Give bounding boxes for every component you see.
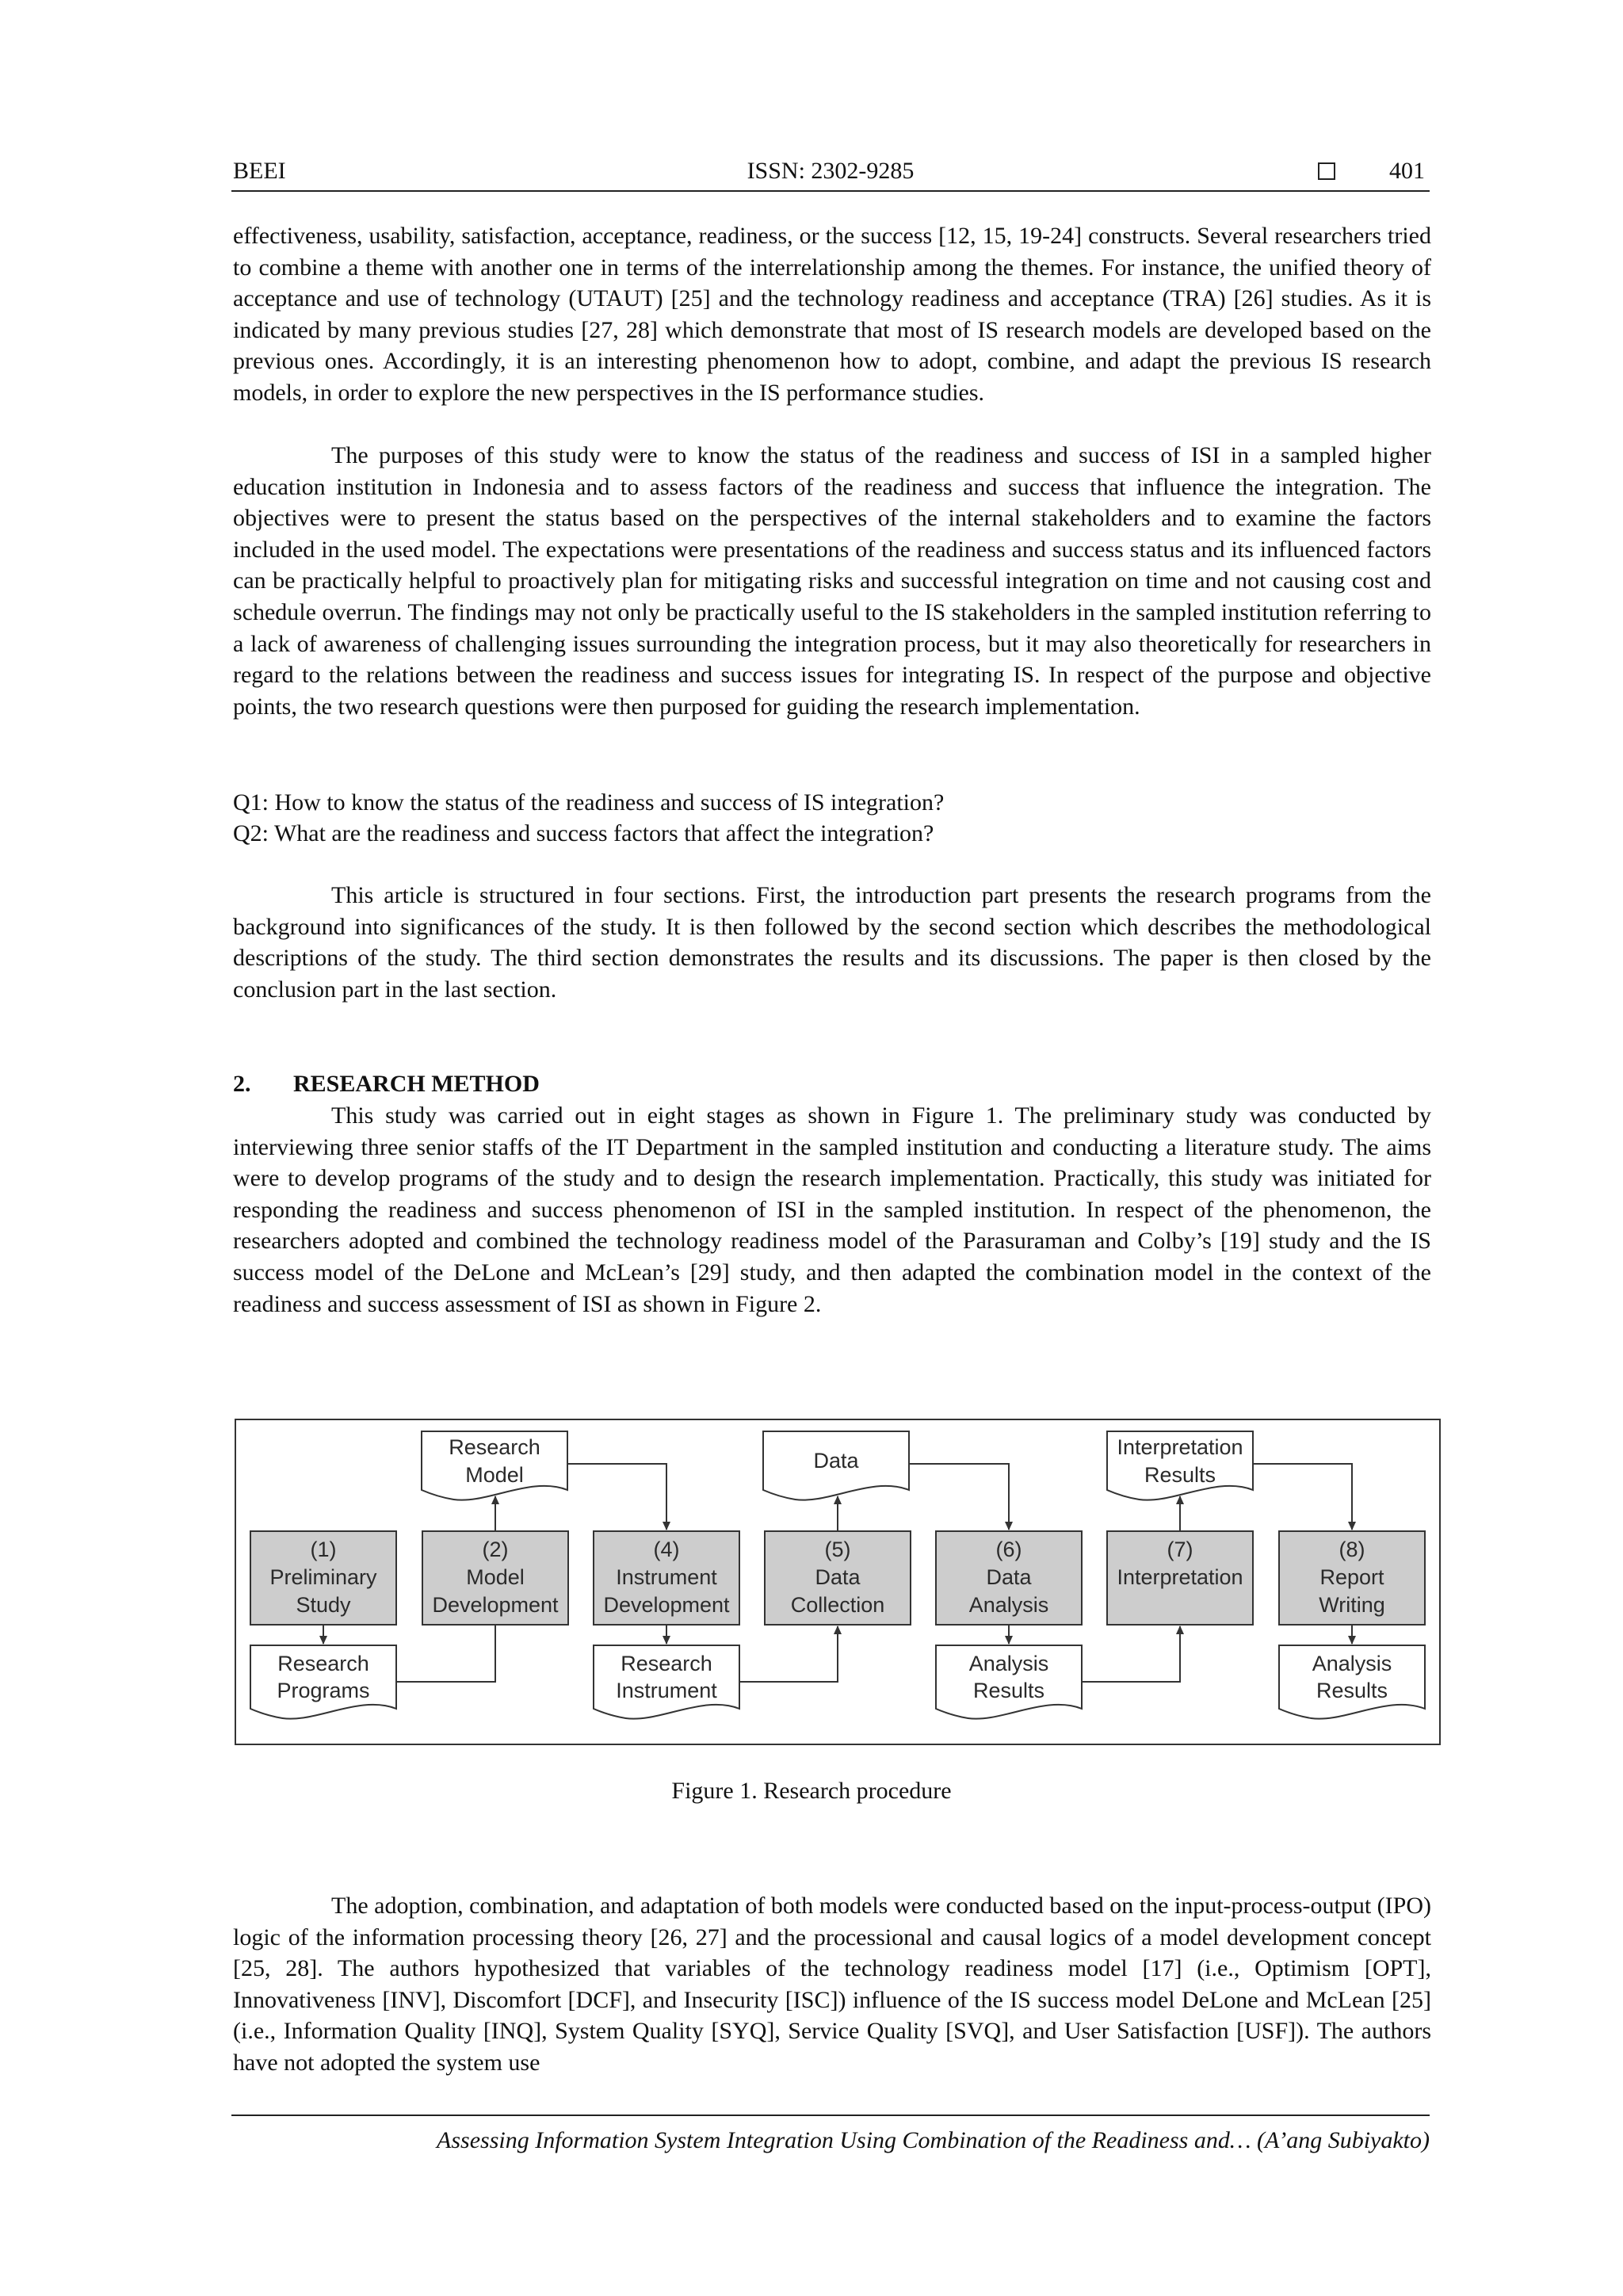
document-label: Instrument	[616, 1679, 717, 1702]
document-label: Research	[277, 1652, 369, 1675]
top-document-2	[763, 1431, 909, 1500]
figure-1-flowchart	[235, 1419, 1441, 1745]
top-document-3	[1107, 1431, 1253, 1500]
running-header	[231, 154, 1430, 192]
stage-label: Report	[1319, 1565, 1384, 1589]
bottom-document-4	[1279, 1645, 1425, 1719]
stage-label: Analysis	[968, 1593, 1049, 1617]
stage-label: Development	[432, 1593, 559, 1617]
document-label: Results	[1144, 1463, 1216, 1487]
stage-5	[936, 1531, 1082, 1625]
stage-label: Data	[815, 1565, 861, 1589]
document-label: Research	[449, 1435, 540, 1459]
stage-3	[594, 1531, 739, 1625]
paragraph-3: This article is structured in four sections. First, the introduction part presents the research programs from the background into significances of the study. It is then followed by the second section which describes the methodological descriptions of the study. The third section demonstrates the results and its discussions. The paper is then closed by the conclusion part in the last section.	[233, 882, 1431, 1003]
issn: ISSN: 2302-9285	[747, 158, 915, 184]
stage-label: Development	[603, 1593, 730, 1617]
flow-arrow-10	[1082, 1626, 1180, 1682]
top-documents	[422, 1431, 1253, 1500]
stage-label: Writing	[1319, 1593, 1385, 1617]
paragraph-4: This study was carried out in eight stages as shown in Figure 1. The preliminary study was conducted by interviewing three senior staffs of the IT Department in the sampled institution and conducting a literature study. The aims were to develop programs of the study and to design the research implementation. Practically, this study was initiated for responding the readiness and success phenomenon of ISI in the sampled institution. In respect of the phenomenon, the researchers adopted and combined the technology readiness model of the Parasuraman and Colby’s [19] study and the IS success model of the DeLone and McLean’s [29] study, and then adapted the combination model in the context of the readiness and success assessment of ISI as shown in Figure 2.	[233, 1102, 1431, 1317]
flow-arrow-4	[567, 1464, 666, 1530]
document-label: Data	[813, 1449, 859, 1473]
stage-number: (4)	[653, 1538, 680, 1561]
flow-arrow-6	[739, 1626, 838, 1682]
stage-label: Instrument	[616, 1565, 717, 1589]
stage-number: (8)	[1338, 1538, 1365, 1561]
document-label: Programs	[277, 1679, 370, 1702]
document-label: Results	[1316, 1679, 1388, 1702]
stage-label: Data	[986, 1565, 1032, 1589]
paragraph-5: The adoption, combination, and adaptation of both models were conducted based on the input-process-output (IPO) logic of the information processing theory [26, 27] and the processional and causal logics of a model development concept [25, 28]. The authors hypothesized that variables of the technology readiness model [17] (i.e., Optimism [OPT], Innovativeness [INV], Discomfort [DCF], and Insecurity [ISC]) influence of the IS success model DeLone and McLean [25] (i.e., Information Quality [INQ], System Quality [SYQ], Service Quality [SVQ], and User Satisfaction [USF]). The authors have not adopted the system use	[233, 1893, 1431, 2076]
research-question-2: Q2: What are the readiness and success factors that affect the integration?	[233, 820, 934, 846]
stage-label: Preliminary	[269, 1565, 377, 1589]
stage-number: (1)	[310, 1538, 337, 1561]
flow-arrow-8	[909, 1464, 1009, 1530]
bottom-document-3	[936, 1645, 1082, 1719]
figure-caption: Figure 1. Research procedure	[671, 1778, 952, 1804]
process-stages	[250, 1531, 1425, 1625]
stage-number: (2)	[482, 1538, 509, 1561]
stage-label: Collection	[790, 1593, 885, 1617]
document-label: Research	[621, 1652, 712, 1675]
stage-number: (6)	[995, 1538, 1022, 1561]
stage-label: Model	[466, 1565, 525, 1589]
stage-label: Interpretation	[1117, 1565, 1243, 1589]
stage-6	[1107, 1531, 1253, 1625]
flowchart-svg	[236, 1420, 1442, 1747]
flow-arrow-12	[1253, 1464, 1352, 1530]
document-label: Analysis	[968, 1652, 1049, 1675]
footer-rule	[231, 2115, 1430, 2116]
page-number: 401	[1389, 158, 1425, 184]
stage-4	[765, 1531, 911, 1625]
stage-2	[422, 1531, 568, 1625]
bottom-document-2	[594, 1645, 739, 1719]
document-label: Analysis	[1312, 1652, 1392, 1675]
paragraph-2: The purposes of this study were to know the status of the readiness and success of ISI in a sampled higher education institution in Indonesia and to assess factors of the readiness and success that influence the integration. The objectives were to present the status based on the perspectives of the internal stakeholders and to examine the factors included in the used model. The expectations were presentations of the readiness and success status and its influenced factors can be practically helpful to proactively plan for mitigating risks and successful integration on time and not causing cost and schedule overrun. The findings may not only be practically useful to the IS stakeholders in the sampled institution referring to a lack of awareness of challenging issues surrounding the integration process, but it may also theoretically for researchers in regard to the relations between the readiness and success issues for integrating IS. In respect of the purpose and objective points, the two research questions were then purposed for guiding the research implementation.	[233, 442, 1431, 720]
section-number: 2.	[233, 1071, 251, 1097]
document-label: Interpretation	[1117, 1435, 1243, 1459]
bottom-document-1	[250, 1645, 396, 1719]
document-label: Model	[465, 1463, 524, 1487]
stage-7	[1279, 1531, 1425, 1625]
stage-number: (5)	[824, 1538, 851, 1561]
journal-name: BEEI	[233, 158, 286, 184]
top-document-1	[422, 1431, 567, 1500]
square-bullet-icon	[1318, 162, 1335, 180]
running-footer: Assessing Information System Integration Using Combination of the Readiness and… (A’ang Subiyakto)	[437, 2127, 1430, 2153]
section-title: RESEARCH METHOD	[293, 1071, 540, 1097]
research-question-1: Q1: How to know the status of the readiness and success of IS integration?	[233, 789, 945, 816]
section-heading	[233, 1068, 540, 1100]
paragraph-1: effectiveness, usability, satisfaction, acceptance, readiness, or the success [12, 15, 19-24] constructs. Several researchers tried to combine a theme with another one in terms of the interrelationship among the themes. For instance, the unified theory of acceptance and use of technology (UTAUT) [25] and the technology readiness and acceptance (TRA) [26] studies. As it is indicated by many previous studies [27, 28] which demonstrate that most of IS research models are developed based on the previous ones. Accordingly, it is an interesting phenomenon how to adopt, combine, and adapt the previous IS research models, in order to explore the new perspectives in the IS performance studies.	[233, 223, 1431, 406]
stage-label: Study	[296, 1593, 351, 1617]
stage-1	[250, 1531, 396, 1625]
document-label: Results	[972, 1679, 1045, 1702]
stage-number: (7)	[1167, 1538, 1193, 1561]
